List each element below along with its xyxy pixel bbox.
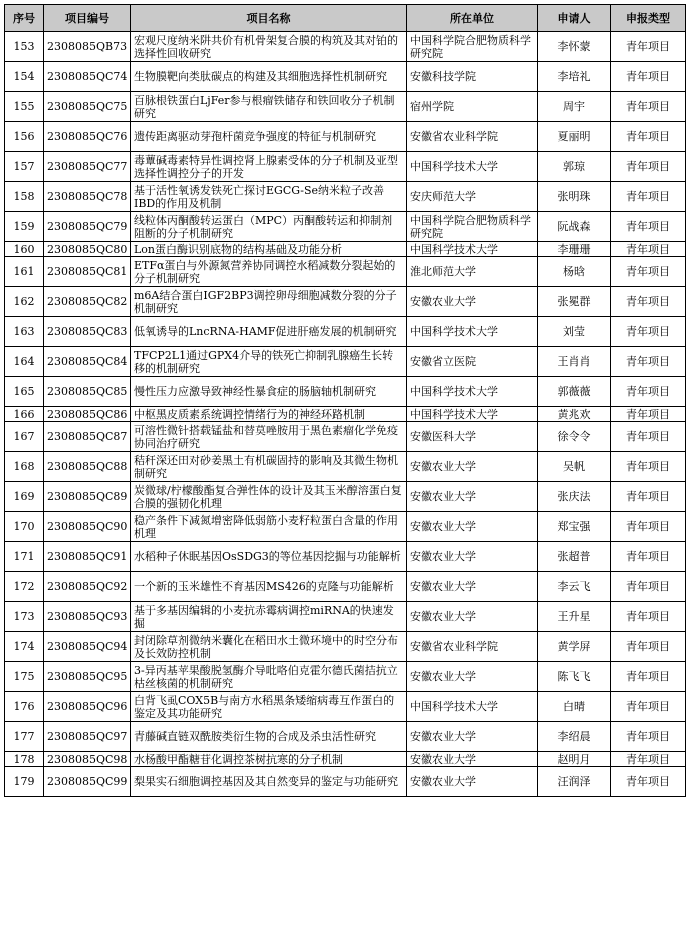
row-code: 2308085QC82 bbox=[44, 287, 131, 317]
row-project-name: 生物膜靶向类肽碳点的构建及其细胞选择性机制研究 bbox=[131, 62, 407, 92]
row-unit: 安庆师范大学 bbox=[407, 182, 538, 212]
row-applicant: 阮战森 bbox=[538, 212, 611, 242]
row-unit: 安徽农业大学 bbox=[407, 722, 538, 752]
table-row bbox=[5, 482, 686, 512]
row-unit: 安徽省农业科学院 bbox=[407, 122, 538, 152]
row-seq: 174 bbox=[5, 632, 44, 662]
row-applicant: 刘莹 bbox=[538, 317, 611, 347]
row-applicant: 张庆法 bbox=[538, 482, 611, 512]
table-row bbox=[5, 92, 686, 122]
row-applicant: 李培礼 bbox=[538, 62, 611, 92]
row-unit: 安徽科技学院 bbox=[407, 62, 538, 92]
row-unit: 安徽农业大学 bbox=[407, 482, 538, 512]
table-row bbox=[5, 182, 686, 212]
row-project-name: 毒蕈碱毒素特异性调控肾上腺素受体的分子机制及亚型选择性调控分子的开发 bbox=[131, 152, 407, 182]
row-code: 2308085QC86 bbox=[44, 407, 131, 422]
row-applicant: 张超普 bbox=[538, 542, 611, 572]
row-seq: 167 bbox=[5, 422, 44, 452]
row-applicant: 汪润泽 bbox=[538, 767, 611, 797]
row-applicant: 李云飞 bbox=[538, 572, 611, 602]
row-applicant: 徐令令 bbox=[538, 422, 611, 452]
header-name: 项目名称 bbox=[131, 5, 407, 32]
row-type: 青年项目 bbox=[611, 347, 686, 377]
row-code: 2308085QC90 bbox=[44, 512, 131, 542]
row-code: 2308085QC85 bbox=[44, 377, 131, 407]
row-seq: 171 bbox=[5, 542, 44, 572]
table-row bbox=[5, 257, 686, 287]
row-unit: 安徽省农业科学院 bbox=[407, 632, 538, 662]
row-seq: 166 bbox=[5, 407, 44, 422]
row-type: 青年项目 bbox=[611, 287, 686, 317]
table-row bbox=[5, 512, 686, 542]
row-applicant: 黄兆欢 bbox=[538, 407, 611, 422]
row-project-name: 遗传距离驱动芽孢杆菌竞争强度的特征与机制研究 bbox=[131, 122, 407, 152]
table-row bbox=[5, 347, 686, 377]
row-unit: 安徽农业大学 bbox=[407, 542, 538, 572]
table-row bbox=[5, 767, 686, 797]
row-code: 2308085QC78 bbox=[44, 182, 131, 212]
row-type: 青年项目 bbox=[611, 242, 686, 257]
row-type: 青年项目 bbox=[611, 752, 686, 767]
row-code: 2308085QC79 bbox=[44, 212, 131, 242]
header-unit: 所在单位 bbox=[407, 5, 538, 32]
table-row bbox=[5, 242, 686, 257]
row-type: 青年项目 bbox=[611, 422, 686, 452]
row-project-name: 基于活性氧诱发铁死亡探讨EGCG-Se纳米粒子改善IBD的作用及机制 bbox=[131, 182, 407, 212]
row-type: 青年项目 bbox=[611, 182, 686, 212]
row-unit: 安徽农业大学 bbox=[407, 572, 538, 602]
row-applicant: 黄学屏 bbox=[538, 632, 611, 662]
row-applicant: 郭琼 bbox=[538, 152, 611, 182]
row-project-name: 一个新的玉米雄性不育基因MS426的克隆与功能解析 bbox=[131, 572, 407, 602]
row-type: 青年项目 bbox=[611, 92, 686, 122]
row-applicant: 杨晗 bbox=[538, 257, 611, 287]
row-type: 青年项目 bbox=[611, 482, 686, 512]
row-applicant: 陈飞飞 bbox=[538, 662, 611, 692]
table-row bbox=[5, 407, 686, 422]
row-unit: 安徽农业大学 bbox=[407, 287, 538, 317]
row-project-name: TFCP2L1通过GPX4介导的铁死亡抑制乳腺癌生长转移的机制研究 bbox=[131, 347, 407, 377]
row-unit: 中国科学技术大学 bbox=[407, 317, 538, 347]
table-row bbox=[5, 572, 686, 602]
row-seq: 176 bbox=[5, 692, 44, 722]
row-project-name: 中枢黑皮质素系统调控情绪行为的神经环路机制 bbox=[131, 407, 407, 422]
row-seq: 156 bbox=[5, 122, 44, 152]
row-type: 青年项目 bbox=[611, 62, 686, 92]
row-code: 2308085QC99 bbox=[44, 767, 131, 797]
table-row bbox=[5, 317, 686, 347]
row-code: 2308085QC93 bbox=[44, 602, 131, 632]
row-seq: 178 bbox=[5, 752, 44, 767]
row-unit: 中国科学技术大学 bbox=[407, 242, 538, 257]
table-row bbox=[5, 377, 686, 407]
row-seq: 157 bbox=[5, 152, 44, 182]
row-code: 2308085QC76 bbox=[44, 122, 131, 152]
row-seq: 170 bbox=[5, 512, 44, 542]
row-type: 青年项目 bbox=[611, 32, 686, 62]
row-type: 青年项目 bbox=[611, 632, 686, 662]
table-row bbox=[5, 122, 686, 152]
row-applicant: 郑宝强 bbox=[538, 512, 611, 542]
row-project-name: 白背飞虱COX5B与南方水稻黑条矮缩病毒互作蛋白的鉴定及其功能研究 bbox=[131, 692, 407, 722]
row-code: 2308085QC95 bbox=[44, 662, 131, 692]
row-unit: 中国科学技术大学 bbox=[407, 377, 538, 407]
row-type: 青年项目 bbox=[611, 317, 686, 347]
row-type: 青年项目 bbox=[611, 377, 686, 407]
row-type: 青年项目 bbox=[611, 722, 686, 752]
row-unit: 中国科学技术大学 bbox=[407, 152, 538, 182]
row-seq: 164 bbox=[5, 347, 44, 377]
header-row bbox=[5, 5, 686, 32]
row-project-name: 炭微球/柠檬酸酯复合弹性体的设计及其玉米醇溶蛋白复合膜的强韧化机理 bbox=[131, 482, 407, 512]
row-project-name: 低氧诱导的LncRNA-HAMF促进肝癌发展的机制研究 bbox=[131, 317, 407, 347]
table-row bbox=[5, 662, 686, 692]
row-type: 青年项目 bbox=[611, 257, 686, 287]
row-applicant: 王升星 bbox=[538, 602, 611, 632]
table-row bbox=[5, 212, 686, 242]
row-project-name: 稳产条件下减氮增密降低弱筋小麦籽粒蛋白含量的作用机理 bbox=[131, 512, 407, 542]
row-seq: 154 bbox=[5, 62, 44, 92]
row-unit: 安徽医科大学 bbox=[407, 422, 538, 452]
row-type: 青年项目 bbox=[611, 152, 686, 182]
row-applicant: 李怀蒙 bbox=[538, 32, 611, 62]
row-seq: 158 bbox=[5, 182, 44, 212]
row-code: 2308085QC81 bbox=[44, 257, 131, 287]
row-code: 2308085QC80 bbox=[44, 242, 131, 257]
table-body bbox=[5, 32, 686, 797]
row-applicant: 李珊珊 bbox=[538, 242, 611, 257]
row-project-name: 秸秆深还田对砂姜黑土有机碳固持的影响及其微生物机制研究 bbox=[131, 452, 407, 482]
row-project-name: 封闭除草剂微纳米囊化在稻田水土微环境中的时空分布及长效防控机制 bbox=[131, 632, 407, 662]
row-code: 2308085QC87 bbox=[44, 422, 131, 452]
row-applicant: 王肖肖 bbox=[538, 347, 611, 377]
row-unit: 宿州学院 bbox=[407, 92, 538, 122]
row-type: 青年项目 bbox=[611, 692, 686, 722]
row-type: 青年项目 bbox=[611, 212, 686, 242]
row-seq: 155 bbox=[5, 92, 44, 122]
header-applicant: 申请人 bbox=[538, 5, 611, 32]
table-row bbox=[5, 452, 686, 482]
row-applicant: 张明珠 bbox=[538, 182, 611, 212]
row-unit: 安徽省立医院 bbox=[407, 347, 538, 377]
row-code: 2308085QC75 bbox=[44, 92, 131, 122]
table-row bbox=[5, 287, 686, 317]
row-code: 2308085QC83 bbox=[44, 317, 131, 347]
row-applicant: 吴帆 bbox=[538, 452, 611, 482]
row-type: 青年项目 bbox=[611, 767, 686, 797]
row-seq: 162 bbox=[5, 287, 44, 317]
table-row bbox=[5, 752, 686, 767]
row-unit: 安徽农业大学 bbox=[407, 452, 538, 482]
row-project-name: Lon蛋白酶识别底物的结构基础及功能分析 bbox=[131, 242, 407, 257]
row-unit: 安徽农业大学 bbox=[407, 512, 538, 542]
row-code: 2308085QC96 bbox=[44, 692, 131, 722]
row-seq: 160 bbox=[5, 242, 44, 257]
header-type: 申报类型 bbox=[611, 5, 686, 32]
row-project-name: 青藤碱直链双酰胺类衍生物的合成及杀虫活性研究 bbox=[131, 722, 407, 752]
row-unit: 安徽农业大学 bbox=[407, 752, 538, 767]
row-project-name: 百脉根铁蛋白LjFer参与根瘤铁储存和铁回收分子机制研究 bbox=[131, 92, 407, 122]
row-type: 青年项目 bbox=[611, 512, 686, 542]
row-type: 青年项目 bbox=[611, 452, 686, 482]
row-type: 青年项目 bbox=[611, 542, 686, 572]
table-row bbox=[5, 152, 686, 182]
row-seq: 179 bbox=[5, 767, 44, 797]
row-unit: 安徽农业大学 bbox=[407, 602, 538, 632]
table-row bbox=[5, 632, 686, 662]
row-project-name: 水稻种子休眠基因OsSDG3的等位基因挖掘与功能解析 bbox=[131, 542, 407, 572]
row-applicant: 李绍晨 bbox=[538, 722, 611, 752]
row-code: 2308085QB73 bbox=[44, 32, 131, 62]
row-project-name: 宏观尺度纳米阱共价有机骨架复合膜的构筑及其对铂的选择性回收研究 bbox=[131, 32, 407, 62]
row-applicant: 张冕群 bbox=[538, 287, 611, 317]
row-project-name: ETFα蛋白与外源氮营养协同调控水稻减数分裂起始的分子机制研究 bbox=[131, 257, 407, 287]
table-row bbox=[5, 542, 686, 572]
header-code: 项目编号 bbox=[44, 5, 131, 32]
row-unit: 淮北师范大学 bbox=[407, 257, 538, 287]
row-type: 青年项目 bbox=[611, 662, 686, 692]
row-seq: 153 bbox=[5, 32, 44, 62]
row-project-name: 线粒体丙酮酸转运蛋白（MPC）丙酮酸转运和抑制剂阻断的分子机制研究 bbox=[131, 212, 407, 242]
row-seq: 168 bbox=[5, 452, 44, 482]
row-type: 青年项目 bbox=[611, 602, 686, 632]
row-seq: 172 bbox=[5, 572, 44, 602]
row-unit: 中国科学技术大学 bbox=[407, 692, 538, 722]
row-code: 2308085QC91 bbox=[44, 542, 131, 572]
row-seq: 175 bbox=[5, 662, 44, 692]
row-code: 2308085QC94 bbox=[44, 632, 131, 662]
row-code: 2308085QC84 bbox=[44, 347, 131, 377]
project-table bbox=[4, 4, 686, 797]
row-code: 2308085QC74 bbox=[44, 62, 131, 92]
row-project-name: m6A结合蛋白IGF2BP3调控卵母细胞减数分裂的分子机制研究 bbox=[131, 287, 407, 317]
table-row bbox=[5, 692, 686, 722]
row-code: 2308085QC89 bbox=[44, 482, 131, 512]
row-unit: 中国科学院合肥物质科学研究院 bbox=[407, 212, 538, 242]
row-project-name: 慢性压力应激导致神经性暴食症的肠脑轴机制研究 bbox=[131, 377, 407, 407]
row-unit: 安徽农业大学 bbox=[407, 662, 538, 692]
row-code: 2308085QC92 bbox=[44, 572, 131, 602]
row-project-name: 3-异丙基苹果酸脱氢酶介导吡咯伯克霍尔德氏菌拮抗立枯丝核菌的机制研究 bbox=[131, 662, 407, 692]
row-unit: 安徽农业大学 bbox=[407, 767, 538, 797]
table-row bbox=[5, 62, 686, 92]
row-applicant: 赵明月 bbox=[538, 752, 611, 767]
row-unit: 中国科学院合肥物质科学研究院 bbox=[407, 32, 538, 62]
row-seq: 169 bbox=[5, 482, 44, 512]
row-seq: 177 bbox=[5, 722, 44, 752]
row-code: 2308085QC77 bbox=[44, 152, 131, 182]
table-row bbox=[5, 32, 686, 62]
row-seq: 173 bbox=[5, 602, 44, 632]
row-seq: 165 bbox=[5, 377, 44, 407]
row-type: 青年项目 bbox=[611, 122, 686, 152]
row-project-name: 基于多基因编辑的小麦抗赤霉病调控miRNA的快速发掘 bbox=[131, 602, 407, 632]
table-row bbox=[5, 602, 686, 632]
row-type: 青年项目 bbox=[611, 407, 686, 422]
row-applicant: 白晴 bbox=[538, 692, 611, 722]
row-applicant: 郭薇薇 bbox=[538, 377, 611, 407]
row-seq: 159 bbox=[5, 212, 44, 242]
document-page bbox=[4, 4, 686, 797]
row-applicant: 周宇 bbox=[538, 92, 611, 122]
header-seq: 序号 bbox=[5, 5, 44, 32]
row-seq: 161 bbox=[5, 257, 44, 287]
row-project-name: 水杨酸甲酯糖苷化调控茶树抗寒的分子机制 bbox=[131, 752, 407, 767]
table-row bbox=[5, 422, 686, 452]
row-project-name: 可溶性微针搭载锰盐和替莫唑胺用于黑色素瘤化学免疫协同治疗研究 bbox=[131, 422, 407, 452]
row-code: 2308085QC97 bbox=[44, 722, 131, 752]
row-code: 2308085QC98 bbox=[44, 752, 131, 767]
row-seq: 163 bbox=[5, 317, 44, 347]
row-unit: 中国科学技术大学 bbox=[407, 407, 538, 422]
row-code: 2308085QC88 bbox=[44, 452, 131, 482]
row-project-name: 梨果实石细胞调控基因及其自然变异的鉴定与功能研究 bbox=[131, 767, 407, 797]
row-type: 青年项目 bbox=[611, 572, 686, 602]
row-applicant: 夏丽明 bbox=[538, 122, 611, 152]
table-row bbox=[5, 722, 686, 752]
